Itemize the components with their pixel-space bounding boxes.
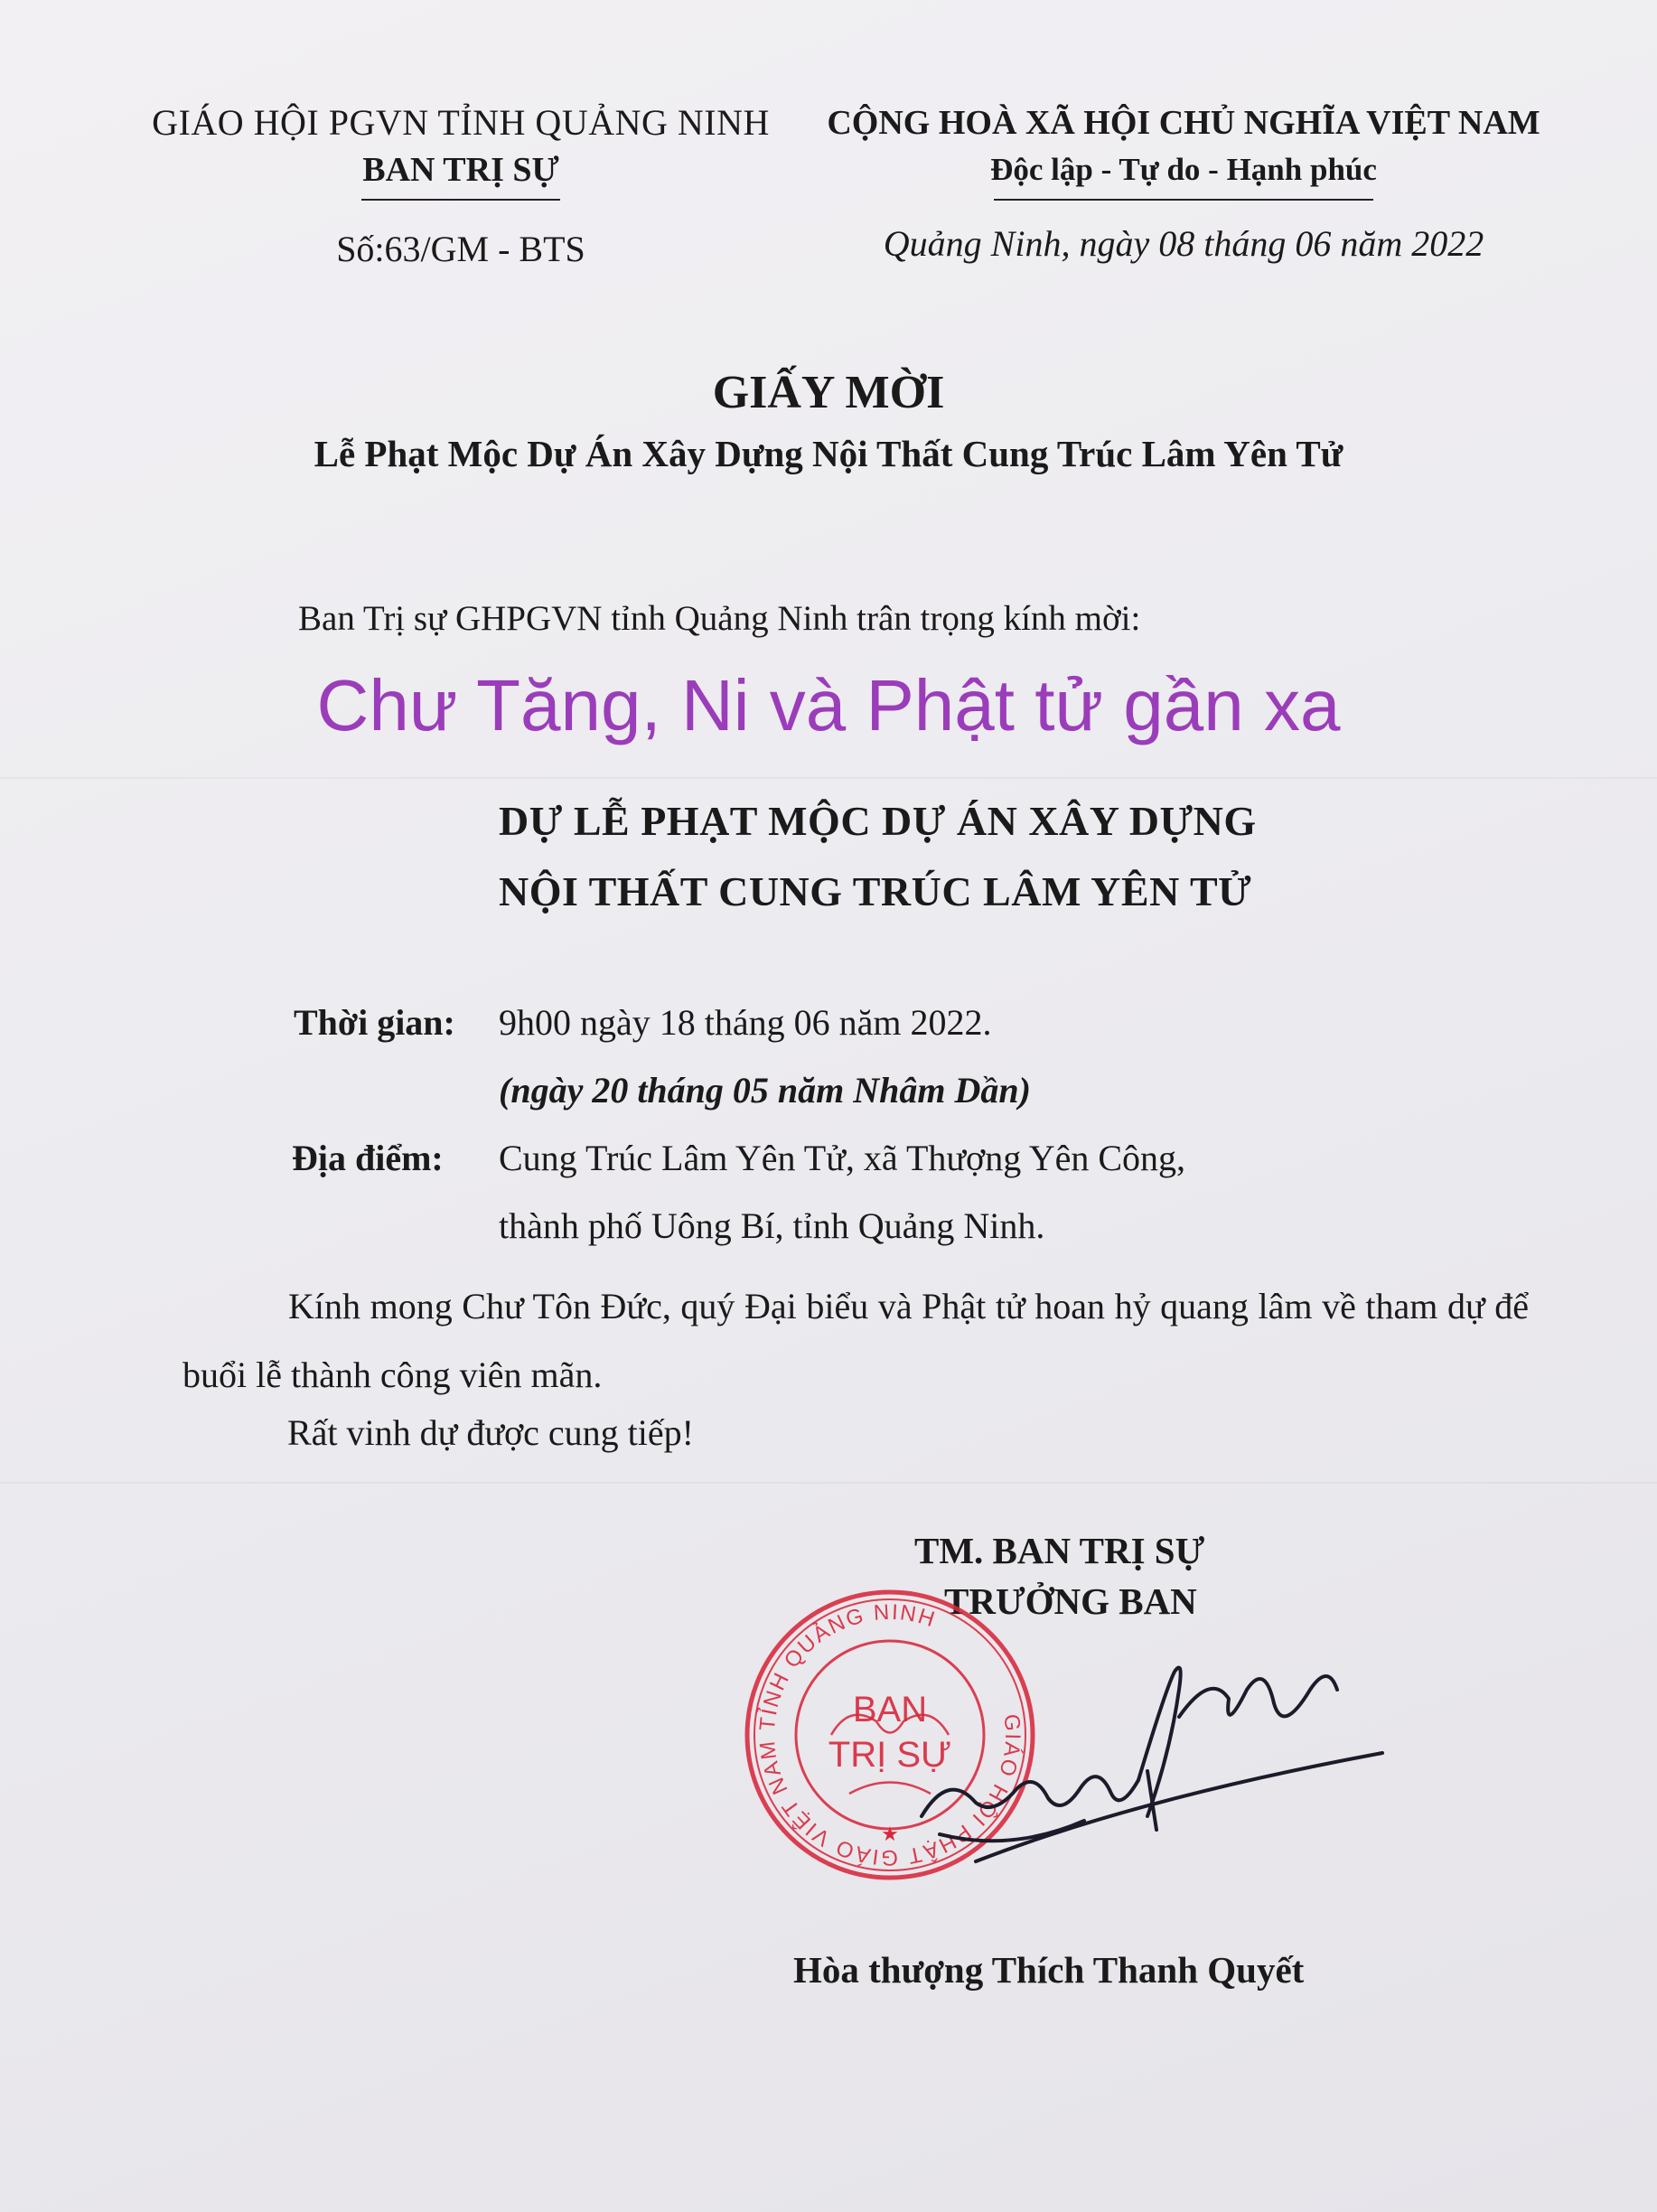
invited-guests: Chư Tăng, Ni và Phật tử gần xa (316, 665, 1341, 745)
header-left (136, 99, 786, 273)
time-value: 9h00 ngày 18 tháng 06 năm 2022. (499, 1002, 992, 1043)
event-name-line-1: DỰ LỄ PHẠT MỘC DỰ ÁN XÂY DỰNG (499, 798, 1257, 844)
paper-fold-line (0, 777, 1657, 779)
invitation-line: Ban Trị sự GHPGVN tỉnh Quảng Ninh trân trọng kính mời: (298, 599, 1141, 638)
document-subtitle: Lễ Phạt Mộc Dự Án Xây Dựng Nội Thất Cung Trúc Lâm Yên Tử (314, 433, 1343, 474)
national-title: CỘNG HOÀ XÃ HỘI CHỦ NGHĨA VIỆT NAM (827, 104, 1540, 142)
header-right (804, 99, 1563, 267)
event-name-line-2: NỘI THẤT CUNG TRÚC LÂM YÊN TỬ (499, 868, 1252, 914)
signer-name: Hòa thượng Thích Thanh Quyết (793, 1949, 1305, 1991)
paper-fold-line (0, 1482, 1657, 1484)
seal-center-line-1: BAN (852, 1690, 928, 1729)
place-value-line-1: Cung Trúc Lâm Yên Tử, xã Thượng Yên Công, (499, 1138, 1186, 1178)
place-value-line-2: thành phố Uông Bí, tỉnh Quảng Ninh. (499, 1205, 1045, 1246)
header-right-underline (994, 199, 1373, 201)
place-label: Địa điểm: (292, 1138, 444, 1178)
time-label: Thời gian: (294, 1002, 455, 1043)
thanks-line: Rất vinh dự được cung tiếp! (287, 1412, 694, 1453)
lunar-date: (ngày 20 tháng 05 năm Nhâm Dần) (499, 1070, 1031, 1111)
seal-star-icon: ★ (881, 1823, 899, 1845)
seal-ring-text: GIÁO HỘI PHẬT GIÁO VIỆT NAM TỈNH QUẢNG NINH (754, 1599, 1025, 1870)
seal-center-line-2: TRỊ SỰ (828, 1735, 952, 1775)
place-and-date: Quảng Ninh, ngày 08 tháng 06 năm 2022 (883, 223, 1484, 264)
board-name: BAN TRỊ SỰ (362, 151, 559, 189)
event-name (499, 786, 1257, 927)
signature-title: TM. BAN TRỊ SỰ (914, 1530, 1205, 1571)
closing-paragraph: Kính mong Chư Tôn Đức, quý Đại biểu và Phật tử hoan hỷ quang lâm về tham dự để buổi lễ thành công viên mãn. (183, 1286, 1529, 1395)
document-title: GIẤY MỜI (712, 367, 945, 418)
document-number: Số:63/GM - BTS (336, 229, 585, 269)
header-left-underline (361, 199, 560, 201)
organization-name: GIÁO HỘI PGVN TỈNH QUẢNG NINH (152, 102, 770, 143)
signature-position: TRƯỞNG BAN (944, 1580, 1197, 1622)
handwritten-signature-icon (867, 1636, 1409, 1889)
national-motto: Độc lập - Tự do - Hạnh phúc (990, 152, 1377, 187)
